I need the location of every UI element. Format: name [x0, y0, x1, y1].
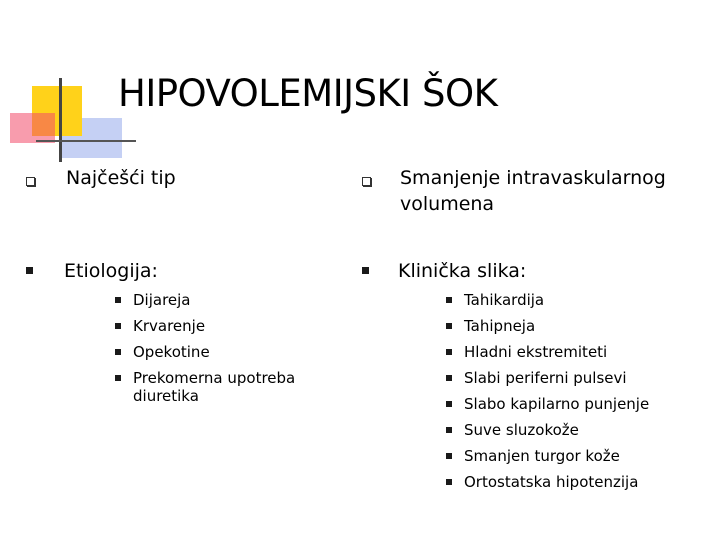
logo-yellow-square — [32, 86, 82, 136]
solid-square-bullet-icon — [446, 323, 452, 329]
list-item: Opekotine — [115, 343, 325, 369]
logo-blue-square — [62, 118, 122, 158]
right-item-2 — [362, 258, 526, 284]
solid-square-bullet-icon — [115, 297, 121, 303]
solid-square-bullet-icon — [446, 375, 452, 381]
solid-square-bullet-icon — [115, 375, 121, 381]
logo-red-square — [10, 113, 55, 143]
list-item: Ortostatska hipotenzija — [446, 473, 711, 499]
list-item: Tahipneja — [446, 317, 711, 343]
left-item-1-text: Najčešći tip — [66, 167, 176, 189]
right-item-2-text: Klinička slika: — [398, 260, 527, 282]
slide-title: HIPOVOLEMIJSKI ŠOK — [118, 72, 498, 115]
list-item: Tahikardija — [446, 291, 711, 317]
solid-square-bullet-icon — [446, 427, 452, 433]
left-item-1 — [26, 165, 176, 191]
right-item-1 — [362, 165, 700, 217]
list-item: Krvarenje — [115, 317, 325, 343]
left-item-2-text: Etiologija: — [64, 260, 158, 282]
solid-square-bullet-icon — [26, 267, 33, 274]
left-sub-list — [115, 291, 325, 409]
solid-square-bullet-icon — [115, 323, 121, 329]
solid-square-bullet-icon — [446, 453, 452, 459]
solid-square-bullet-icon — [362, 267, 369, 274]
hollow-square-bullet-icon — [26, 177, 35, 186]
solid-square-bullet-icon — [446, 401, 452, 407]
solid-square-bullet-icon — [446, 297, 452, 303]
left-item-2 — [26, 258, 158, 284]
logo-vertical-line — [59, 78, 62, 162]
list-item: Dijareja — [115, 291, 325, 317]
solid-square-bullet-icon — [446, 479, 452, 485]
list-item: Smanjen turgor kože — [446, 447, 711, 473]
right-item-1-text: Smanjenje intravaskularnog volumena — [400, 167, 666, 215]
solid-square-bullet-icon — [446, 349, 452, 355]
right-sub-list — [446, 291, 711, 499]
list-item: Slabo kapilarno punjenje — [446, 395, 711, 421]
solid-square-bullet-icon — [115, 349, 121, 355]
list-item: Hladni ekstremiteti — [446, 343, 711, 369]
list-item: Prekomerna upotreba diuretika — [115, 369, 325, 409]
hollow-square-bullet-icon — [362, 177, 371, 186]
logo-horizontal-line — [36, 140, 136, 142]
list-item: Suve sluzokože — [446, 421, 711, 447]
list-item: Slabi periferni pulsevi — [446, 369, 711, 395]
